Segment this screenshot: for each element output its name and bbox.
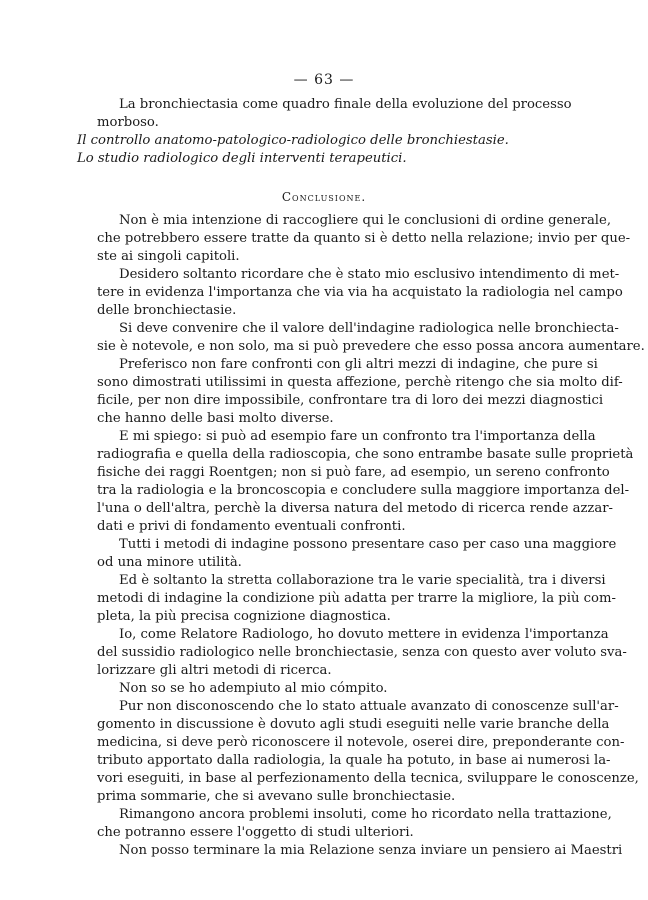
text-line: Desidero soltanto ricordare che è stato mio esclusivo intendimento di met- bbox=[119, 267, 620, 282]
text-line: sono dimostrati utilissimi in questa affezione, perchè ritengo che sia molto dif- bbox=[97, 375, 623, 390]
text-line: delle bronchiectasie. bbox=[97, 303, 237, 318]
text-line: Pur non disconoscendo che lo stato attuale avanzato di conoscenze sull'ar- bbox=[119, 699, 619, 714]
text-line: E mi spiego: si può ad esempio fare un confronto tra l'importanza della bbox=[119, 429, 596, 444]
text-line: sie è notevole, e non solo, ma si può prevedere che esso possa ancora aumentare. bbox=[97, 339, 645, 354]
text-line: Io, come Relatore Radiologo, ho dovuto mettere in evidenza l'importanza bbox=[119, 627, 609, 642]
conclusion-body bbox=[97, 212, 645, 860]
italic-headings bbox=[77, 132, 537, 168]
text-line: lorizzare gli altri metodi di ricerca. bbox=[97, 663, 332, 678]
text-line: che potranno essere l'oggetto di studi ulteriori. bbox=[97, 825, 414, 840]
text-line: prima sommarie, che si avevano sulle bronchiectasie. bbox=[97, 789, 456, 804]
text-line: che potrebbero essere tratte da quanto si è detto nella relazione; invio per que- bbox=[97, 231, 631, 246]
text-line: od una minore utilità. bbox=[97, 555, 242, 570]
text-line: morboso. bbox=[97, 115, 159, 130]
text-line: metodi di indagine la condizione più adatta per trarre la migliore, la più com- bbox=[97, 591, 616, 606]
text-line: Non posso terminare la mia Relazione senza inviare un pensiero ai Maestri bbox=[119, 843, 623, 858]
text-line: Non è mia intenzione di raccogliere qui le conclusioni di ordine generale, bbox=[119, 213, 612, 228]
text-line: gomento in discussione è dovuto agli studi eseguiti nelle varie branche della bbox=[97, 717, 610, 732]
text-line: tere in evidenza l'importanza che via via ha acquistato la radiologia nel campo bbox=[97, 285, 623, 300]
italic-line: Lo studio radiologico degli interventi terapeutici. bbox=[77, 151, 407, 166]
italic-line: Il controllo anatomo-patologico-radiologico delle bronchiestasie. bbox=[77, 133, 509, 148]
section-title: Conclusione. bbox=[281, 190, 367, 204]
text-line: l'una o dell'altra, perchè la diversa natura del metodo di ricerca rende azzar- bbox=[97, 501, 613, 516]
text-line: tra la radiologia e la broncoscopia e concludere sulla maggiore importanza del- bbox=[97, 483, 630, 498]
text-line: vori eseguiti, in base al perfezionamento della tecnica, sviluppare le conoscenze, bbox=[97, 771, 639, 786]
text-line: Ed è soltanto la stretta collaborazione tra le varie specialità, tra i diversi bbox=[119, 573, 606, 588]
text-line: del sussidio radiologico nelle bronchiectasie, senza con questo aver voluto sva- bbox=[97, 645, 627, 660]
text-line: tributo apportato dalla radiologia, la quale ha potuto, in base ai numerosi la- bbox=[97, 753, 611, 768]
text-line: medicina, si deve però riconoscere il notevole, oserei dire, preponderante con- bbox=[97, 735, 625, 750]
text-line: fisiche dei raggi Roentgen; non si può fare, ad esempio, un sereno confronto bbox=[97, 465, 610, 480]
text-line: Rimangono ancora problemi insoluti, come ho ricordato nella trattazione, bbox=[119, 807, 612, 822]
page-number: — 63 — bbox=[293, 72, 355, 88]
text-line: Non so se ho adempiuto al mio cómpito. bbox=[119, 681, 388, 696]
text-line: ficile, per non dire impossibile, confrontare tra di loro dei mezzi diagnostici bbox=[97, 393, 604, 408]
text-line: ste ai singoli capitoli. bbox=[97, 249, 240, 264]
text-line: La bronchiectasia come quadro finale della evoluzione del processo bbox=[119, 97, 572, 112]
text-line: dati e privi di fondamento eventuali confronti. bbox=[97, 519, 406, 534]
text-line: che hanno delle basi molto diverse. bbox=[97, 411, 334, 426]
text-line: Si deve convenire che il valore dell'indagine radiologica nelle bronchiecta- bbox=[119, 321, 619, 336]
text-line: radiografia e quella della radioscopia, che sono entrambe basate sulle proprietà bbox=[97, 447, 634, 462]
text-line: Preferisco non fare confronti con gli altri mezzi di indagine, che pure si bbox=[119, 357, 598, 372]
intro-paragraph bbox=[97, 96, 572, 132]
text-line: pleta, la più precisa cognizione diagnostica. bbox=[97, 609, 391, 624]
text-line: Tutti i metodi di indagine possono presentare caso per caso una maggiore bbox=[119, 537, 617, 552]
